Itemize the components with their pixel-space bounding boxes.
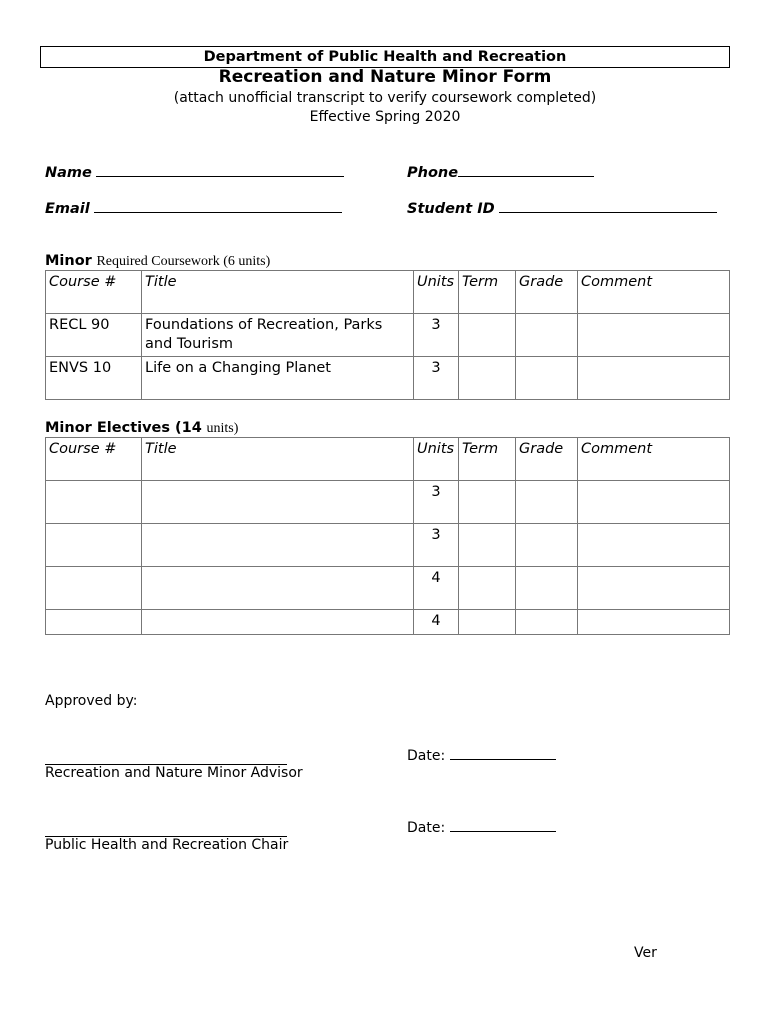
cell-title[interactable] [142,610,414,635]
cell-title[interactable] [142,567,414,610]
advisor-signature[interactable] [45,748,345,781]
table-row [46,524,730,567]
advisor-date-line [450,747,556,760]
cell-comment[interactable] [578,610,730,635]
elec-col-comment: Comment [578,438,730,481]
req-col-units: Units [414,271,459,314]
chair-signature[interactable] [45,820,345,853]
version-label: Ver [634,945,657,961]
elec-col-title: Title [142,438,414,481]
cell-units: 3 [414,524,459,567]
cell-course[interactable] [46,567,142,610]
electives-table [45,437,730,635]
form-subtitle: (attach unofficial transcript to verify coursework completed) [173,90,597,106]
advisor-date-label: Date: [407,748,446,764]
elec-col-grade: Grade [516,438,578,481]
cell-course[interactable] [46,524,142,567]
cell-units: 3 [414,314,459,357]
approved-by-label: Approved by: [45,693,138,709]
cell-title: Life on a Changing Planet [142,357,414,400]
advisor-title: Recreation and Nature Minor Advisor [45,765,303,781]
table-row [46,481,730,524]
phone-label: Phone [407,165,459,181]
cell-comment[interactable] [578,481,730,524]
cell-term[interactable] [459,314,516,357]
cell-units: 4 [414,610,459,635]
cell-comment[interactable] [578,524,730,567]
elec-col-term: Term [459,438,516,481]
req-col-title: Title [142,271,414,314]
effective-date: Effective Spring 2020 [309,109,461,125]
phone-line [458,162,594,177]
advisor-date-field[interactable] [407,747,556,764]
email-label: Email [45,201,90,217]
required-header-row [46,271,730,314]
table-row [46,610,730,635]
req-col-comment: Comment [578,271,730,314]
cell-term[interactable] [459,481,516,524]
chair-date-line [450,819,556,832]
cell-course: ENVS 10 [46,357,142,400]
cell-grade[interactable] [516,357,578,400]
student-id-line [499,198,717,213]
elec-col-course: Course # [46,438,142,481]
cell-units: 3 [414,357,459,400]
student-id-label: Student ID [407,201,495,217]
chair-date-label: Date: [407,820,446,836]
email-line [94,198,342,213]
cell-grade[interactable] [516,567,578,610]
req-col-course: Course # [46,271,142,314]
cell-title[interactable] [142,524,414,567]
cell-units: 4 [414,567,459,610]
form-title: Recreation and Nature Minor Form [218,67,552,87]
electives-heading-bold: Minor Electives (14 [45,420,202,436]
email-field[interactable] [45,198,342,217]
cell-term[interactable] [459,567,516,610]
req-col-term: Term [459,271,516,314]
cell-grade[interactable] [516,610,578,635]
name-line [96,162,344,177]
table-row [46,357,730,400]
cell-course: RECL 90 [46,314,142,357]
cell-comment[interactable] [578,357,730,400]
name-field[interactable] [45,162,344,181]
chair-title: Public Health and Recreation Chair [45,837,289,853]
chair-date-field[interactable] [407,819,556,836]
cell-course[interactable] [46,610,142,635]
cell-term[interactable] [459,610,516,635]
elec-col-units: Units [414,438,459,481]
req-col-grade: Grade [516,271,578,314]
department-header: Department of Public Health and Recreation [40,46,730,68]
required-heading-bold: Minor [45,253,92,269]
cell-grade[interactable] [516,314,578,357]
phone-field[interactable] [407,162,594,181]
electives-header-row [46,438,730,481]
student-id-field[interactable] [407,198,717,217]
cell-grade[interactable] [516,524,578,567]
required-heading [45,253,270,270]
cell-grade[interactable] [516,481,578,524]
cell-comment[interactable] [578,314,730,357]
cell-title[interactable] [142,481,414,524]
table-row [46,314,730,357]
cell-course[interactable] [46,481,142,524]
cell-units: 3 [414,481,459,524]
cell-comment[interactable] [578,567,730,610]
cell-title: Foundations of Recreation, Parks and Tourism [142,314,414,357]
required-heading-rest: Required Coursework (6 units) [96,254,271,269]
table-row [46,567,730,610]
name-label: Name [45,165,92,181]
cell-term[interactable] [459,524,516,567]
electives-heading-rest: units) [206,421,239,436]
electives-heading [45,420,238,437]
cell-term[interactable] [459,357,516,400]
required-coursework-table [45,270,730,400]
